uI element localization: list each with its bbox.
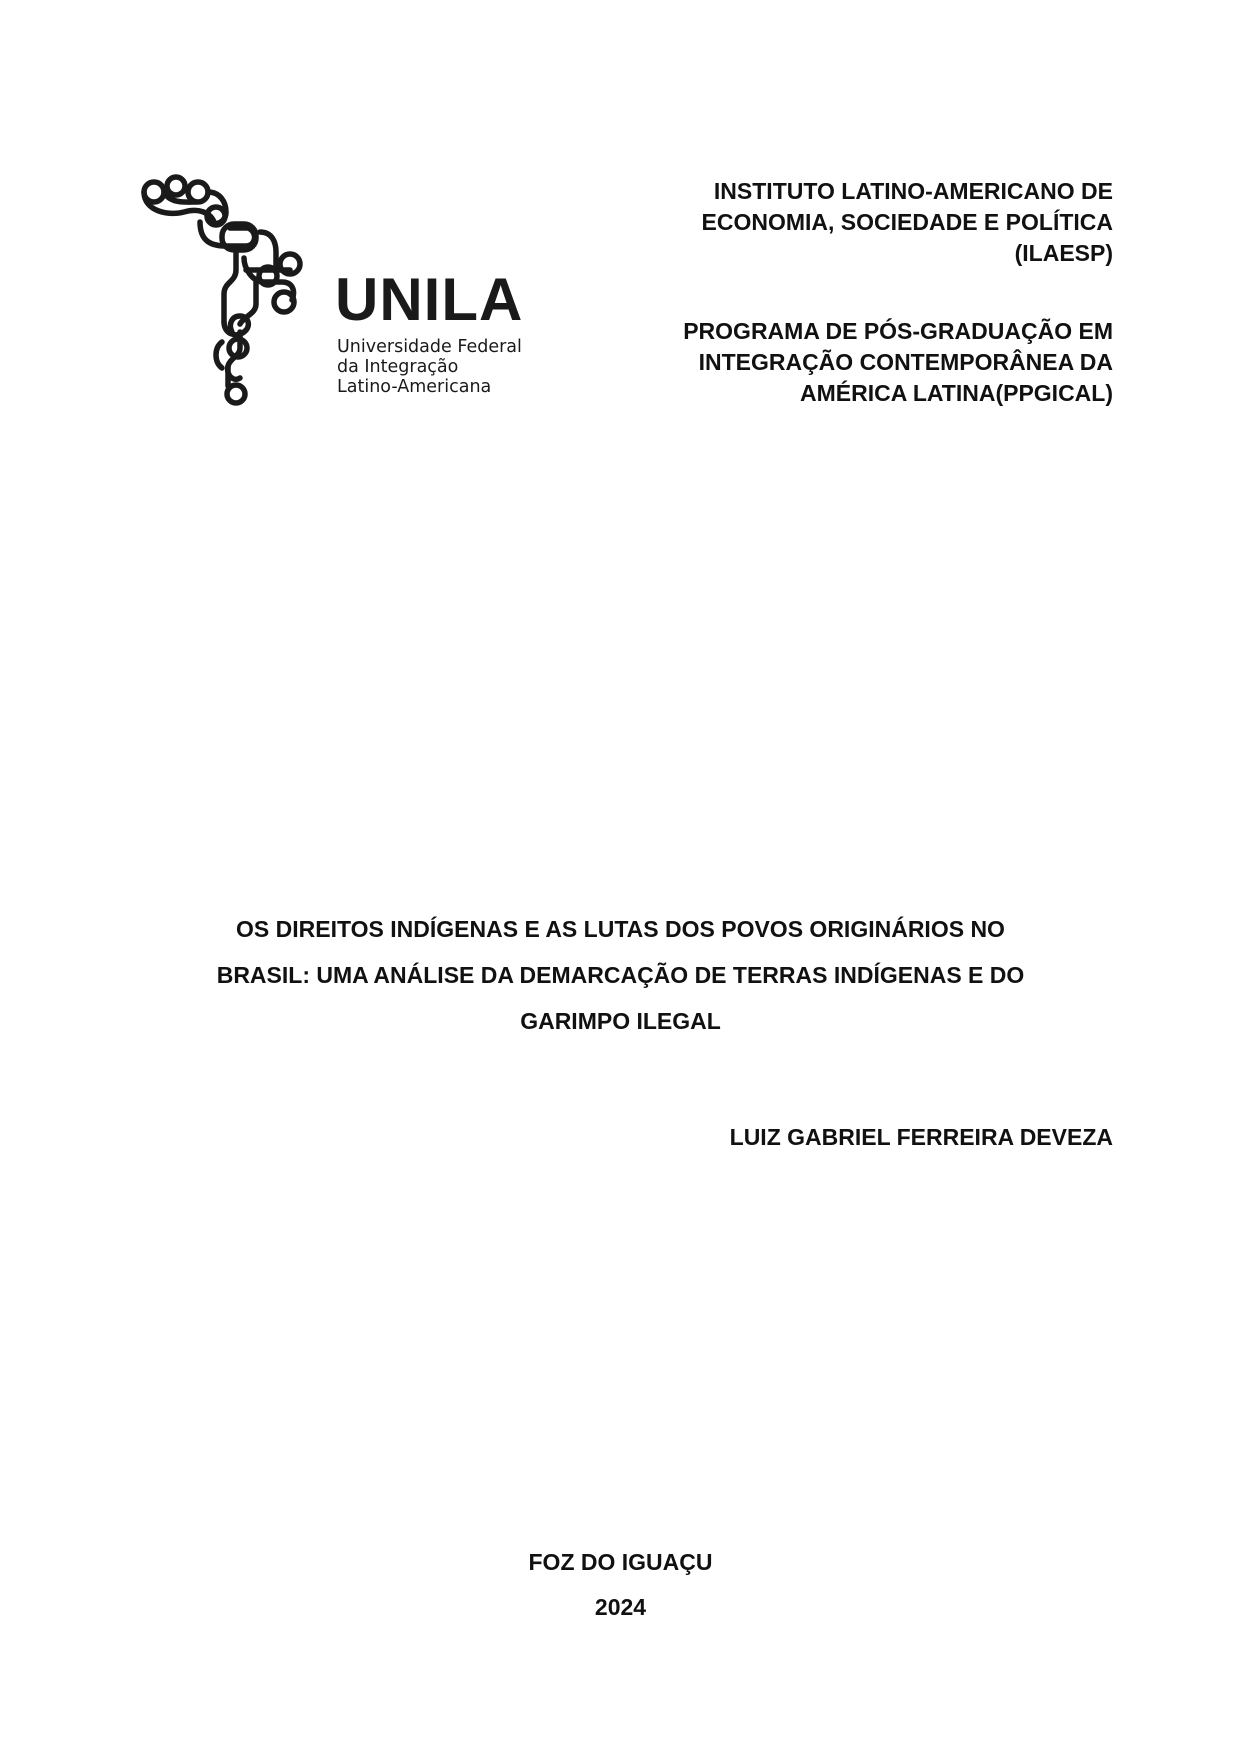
title-line: OS DIREITOS INDÍGENAS E AS LUTAS DOS POVOS ORIGINÁRIOS NO xyxy=(236,916,1005,942)
unila-wordmark: UNILA xyxy=(335,266,524,333)
unila-subtitle-line: da Integração xyxy=(337,357,459,377)
institute-line: ECONOMIA, SOCIEDADE E POLÍTICA xyxy=(701,209,1113,235)
program-line: INTEGRAÇÃO CONTEMPORÂNEA DA xyxy=(698,349,1113,375)
institute-line: INSTITUTO LATINO-AMERICANO DE xyxy=(713,178,1113,204)
institute-heading xyxy=(553,176,1113,269)
author-name: LUIZ GABRIEL FERREIRA DEVEZA xyxy=(729,1124,1113,1150)
unila-map-knot-icon xyxy=(140,172,340,412)
institute-line: (ILAESP) xyxy=(1014,240,1113,266)
program-line: PROGRAMA DE PÓS-GRADUAÇÃO EM xyxy=(683,318,1113,344)
unila-subtitle xyxy=(337,337,522,397)
year: 2024 xyxy=(594,1594,647,1620)
program-line: AMÉRICA LATINA(PPGICAL) xyxy=(799,380,1113,406)
unila-logo xyxy=(140,172,540,412)
title-line: BRASIL: UMA ANÁLISE DA DEMARCAÇÃO DE TERRAS INDÍGENAS E DO xyxy=(216,962,1025,988)
document-title xyxy=(120,906,1121,1044)
city: FOZ DO IGUAÇU xyxy=(528,1549,713,1575)
title-line: GARIMPO ILEGAL xyxy=(520,1008,721,1034)
unila-subtitle-line: Latino-Americana xyxy=(337,377,492,397)
unila-subtitle-line: Universidade Federal xyxy=(337,337,522,357)
program-heading xyxy=(553,316,1113,409)
